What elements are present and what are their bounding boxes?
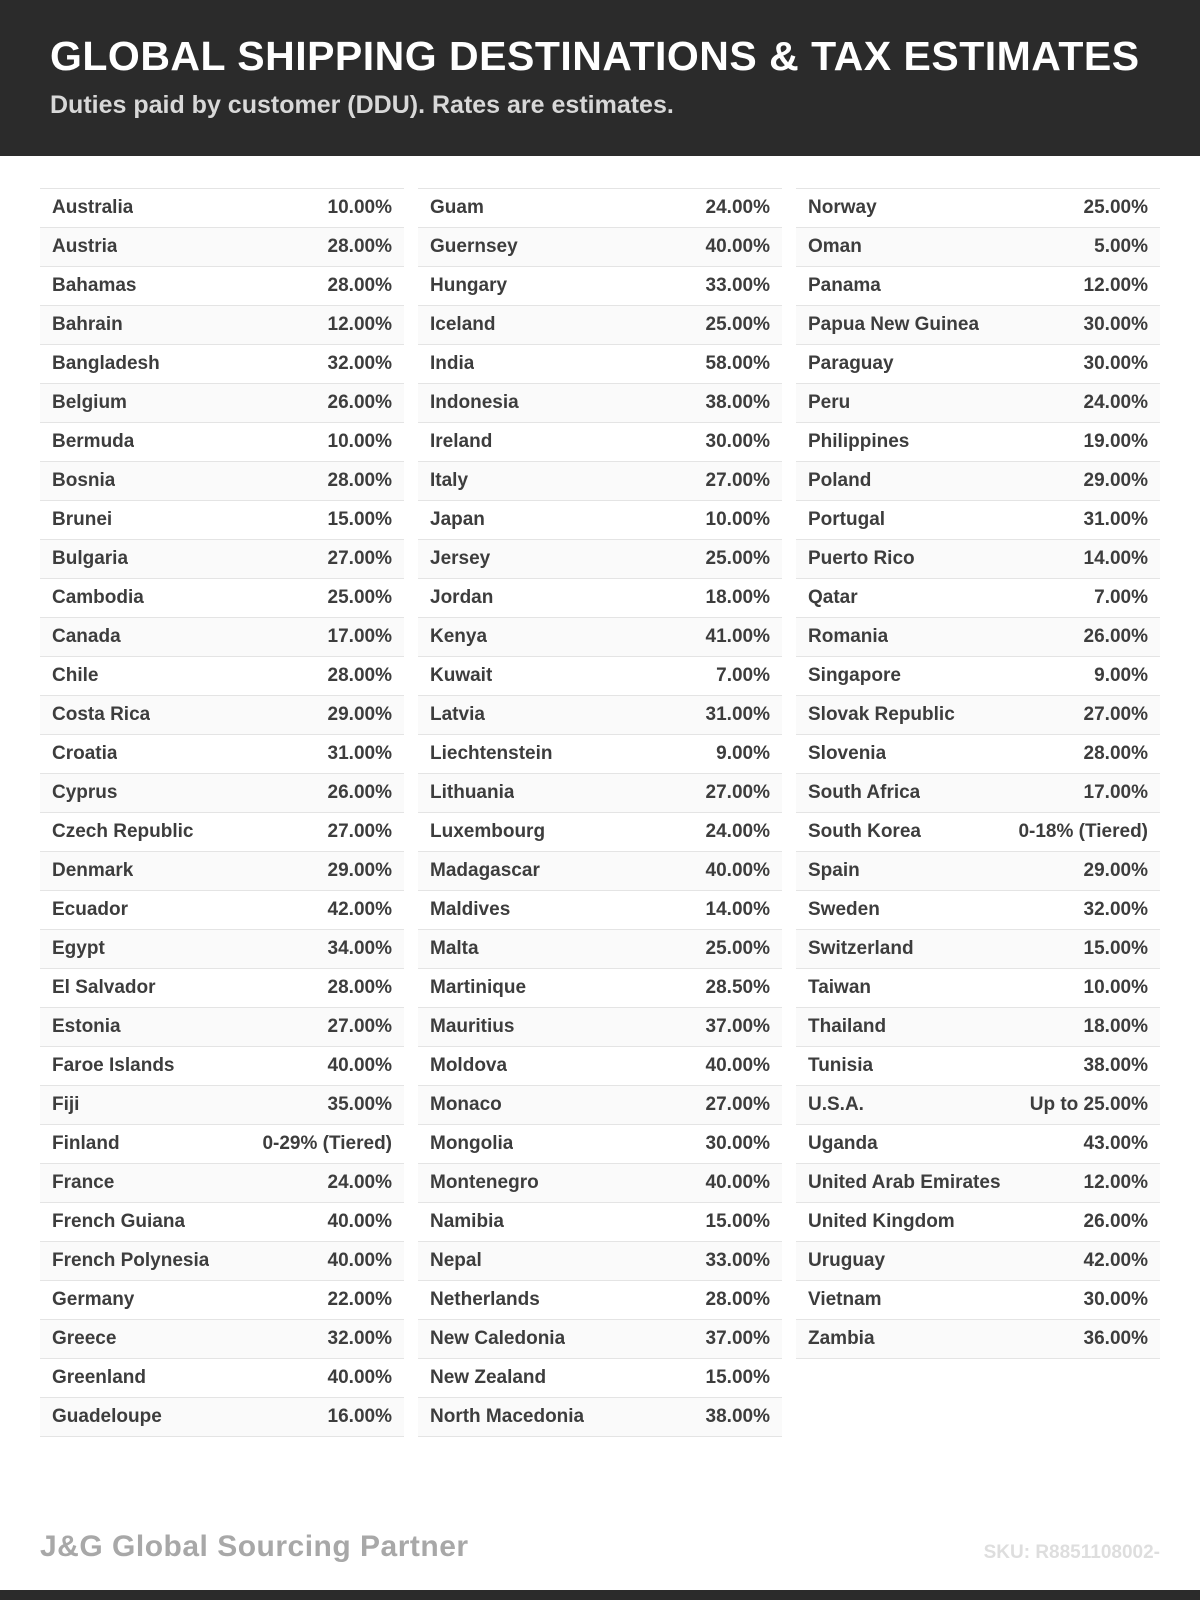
tax-rate: 38.00% <box>705 392 770 414</box>
table-row <box>418 1320 782 1359</box>
country-name: Chile <box>52 665 99 687</box>
table-row <box>418 852 782 891</box>
country-name: Bermuda <box>52 431 135 453</box>
country-name: Australia <box>52 197 134 219</box>
tax-rate: 58.00% <box>705 353 770 375</box>
table-row <box>40 696 404 735</box>
country-name: Singapore <box>808 665 901 687</box>
table-row <box>796 1086 1160 1125</box>
tax-rate: 31.00% <box>705 704 770 726</box>
table-row <box>40 579 404 618</box>
country-name: Portugal <box>808 509 886 531</box>
table-row <box>40 735 404 774</box>
country-name: Lithuania <box>430 782 515 804</box>
tax-rate: 7.00% <box>1094 587 1148 609</box>
tax-rate: 28.00% <box>327 665 392 687</box>
table-row <box>796 1008 1160 1047</box>
table-row <box>796 891 1160 930</box>
tax-rate: 26.00% <box>327 782 392 804</box>
table-row <box>418 228 782 267</box>
table-row <box>418 462 782 501</box>
tax-rate: 42.00% <box>327 899 392 921</box>
table-row <box>418 696 782 735</box>
table-row <box>796 813 1160 852</box>
tax-rate: 14.00% <box>1083 548 1148 570</box>
table-row <box>796 1320 1160 1359</box>
table-row <box>796 696 1160 735</box>
table-row <box>418 306 782 345</box>
country-name: Maldives <box>430 899 511 921</box>
country-name: Croatia <box>52 743 118 765</box>
table-row <box>796 267 1160 306</box>
table-row <box>418 1398 782 1437</box>
country-name: Uruguay <box>808 1250 886 1272</box>
table-row <box>796 969 1160 1008</box>
tax-rate: 29.00% <box>1083 470 1148 492</box>
table-row <box>796 306 1160 345</box>
country-name: Oman <box>808 236 862 258</box>
tax-rate: 33.00% <box>705 275 770 297</box>
country-name: Monaco <box>430 1094 502 1116</box>
country-name: Cambodia <box>52 587 144 609</box>
country-name: Hungary <box>430 275 508 297</box>
table-row <box>40 462 404 501</box>
country-name: Panama <box>808 275 881 297</box>
tax-rate: 27.00% <box>1083 704 1148 726</box>
country-name: Taiwan <box>808 977 871 999</box>
country-name: Netherlands <box>430 1289 540 1311</box>
table-row <box>40 1320 404 1359</box>
footer <box>40 1530 1160 1564</box>
country-name: Bahamas <box>52 275 137 297</box>
tax-rate: 9.00% <box>1094 665 1148 687</box>
table-row <box>40 774 404 813</box>
table-row <box>40 1281 404 1320</box>
country-name: United Kingdom <box>808 1211 955 1233</box>
tax-rate: 28.00% <box>705 1289 770 1311</box>
country-name: North Macedonia <box>430 1406 585 1428</box>
tax-rate: 10.00% <box>327 197 392 219</box>
table-row <box>40 813 404 852</box>
table-row <box>418 540 782 579</box>
table-row <box>418 384 782 423</box>
country-name: Vietnam <box>808 1289 882 1311</box>
tax-rate: 29.00% <box>327 860 392 882</box>
tax-rate: 19.00% <box>1083 431 1148 453</box>
page-subtitle: Duties paid by customer (DDU). Rates are estimates. <box>50 91 674 120</box>
tax-rate: 34.00% <box>327 938 392 960</box>
table-column-1 <box>40 188 404 1437</box>
country-name: Egypt <box>52 938 105 960</box>
table-row <box>40 345 404 384</box>
tax-rate: 33.00% <box>705 1250 770 1272</box>
country-name: Cyprus <box>52 782 118 804</box>
tax-rate: 28.00% <box>327 275 392 297</box>
country-name: South Korea <box>808 821 921 843</box>
country-name: Guernsey <box>430 236 518 258</box>
table-row <box>40 618 404 657</box>
table-row <box>796 189 1160 228</box>
tax-rate: 0-18% (Tiered) <box>1018 821 1148 843</box>
country-name: Greece <box>52 1328 117 1350</box>
country-name: Mongolia <box>430 1133 514 1155</box>
table-row <box>418 423 782 462</box>
country-name: South Africa <box>808 782 921 804</box>
country-name: Zambia <box>808 1328 875 1350</box>
table-row <box>796 1203 1160 1242</box>
table-row <box>40 228 404 267</box>
tax-rate: 18.00% <box>1083 1016 1148 1038</box>
table-row <box>796 1125 1160 1164</box>
country-name: Martinique <box>430 977 527 999</box>
country-name: Japan <box>430 509 485 531</box>
country-name: Malta <box>430 938 479 960</box>
table-row <box>796 462 1160 501</box>
tax-rate: 36.00% <box>1083 1328 1148 1350</box>
tax-rate: 12.00% <box>1083 1172 1148 1194</box>
country-name: Puerto Rico <box>808 548 915 570</box>
country-name: Germany <box>52 1289 135 1311</box>
tax-rate: 17.00% <box>1083 782 1148 804</box>
tax-rate: 27.00% <box>705 470 770 492</box>
country-name: Iceland <box>430 314 496 336</box>
country-name: Ireland <box>430 431 493 453</box>
country-name: Slovenia <box>808 743 887 765</box>
country-name: Bangladesh <box>52 353 160 375</box>
tax-rate: 32.00% <box>1083 899 1148 921</box>
country-name: Bulgaria <box>52 548 129 570</box>
table-row <box>418 1008 782 1047</box>
country-name: French Guiana <box>52 1211 186 1233</box>
country-name: Kenya <box>430 626 488 648</box>
country-name: Peru <box>808 392 851 414</box>
tax-rate: 31.00% <box>327 743 392 765</box>
table-row <box>418 930 782 969</box>
country-name: Czech Republic <box>52 821 194 843</box>
tax-rate: 29.00% <box>327 704 392 726</box>
tax-rate: 24.00% <box>705 821 770 843</box>
tax-rate: 30.00% <box>705 1133 770 1155</box>
country-name: Romania <box>808 626 889 648</box>
country-name: New Zealand <box>430 1367 547 1389</box>
tax-rate: 32.00% <box>327 353 392 375</box>
table-row <box>418 579 782 618</box>
tax-rate: 25.00% <box>327 587 392 609</box>
tax-rate: 12.00% <box>1083 275 1148 297</box>
table-row <box>796 852 1160 891</box>
country-name: Montenegro <box>430 1172 539 1194</box>
country-name: Namibia <box>430 1211 504 1233</box>
country-name: Liechtenstein <box>430 743 553 765</box>
country-name: Jersey <box>430 548 491 570</box>
tax-rate: 18.00% <box>705 587 770 609</box>
country-name: Belgium <box>52 392 127 414</box>
country-name: Finland <box>52 1133 120 1155</box>
tax-rate: 40.00% <box>705 1055 770 1077</box>
tax-rate: 24.00% <box>1083 392 1148 414</box>
country-name: Sweden <box>808 899 880 921</box>
tax-rate: 25.00% <box>705 548 770 570</box>
table-row <box>40 1359 404 1398</box>
table-row <box>40 1203 404 1242</box>
country-name: Latvia <box>430 704 485 726</box>
tax-rate: 26.00% <box>1083 626 1148 648</box>
table-row <box>796 930 1160 969</box>
tax-rate: 25.00% <box>705 314 770 336</box>
country-name: Austria <box>52 236 118 258</box>
country-name: Faroe Islands <box>52 1055 175 1077</box>
tax-rate: 37.00% <box>705 1016 770 1038</box>
table-row <box>418 189 782 228</box>
tax-rate: 15.00% <box>327 509 392 531</box>
country-name: Guadeloupe <box>52 1406 162 1428</box>
tax-rate: 38.00% <box>1083 1055 1148 1077</box>
tax-rate: 40.00% <box>705 860 770 882</box>
tax-rate: 30.00% <box>1083 353 1148 375</box>
table-row <box>40 930 404 969</box>
tax-rate: 10.00% <box>327 431 392 453</box>
table-row <box>796 1047 1160 1086</box>
country-name: India <box>430 353 475 375</box>
table-row <box>40 540 404 579</box>
country-name: Italy <box>430 470 469 492</box>
table-row <box>40 1398 404 1437</box>
country-name: United Arab Emirates <box>808 1172 1001 1194</box>
tax-rate: 40.00% <box>327 1250 392 1272</box>
tax-rate: 28.00% <box>327 470 392 492</box>
country-name: Bahrain <box>52 314 123 336</box>
table-row <box>40 852 404 891</box>
country-name: Moldova <box>430 1055 508 1077</box>
table-row <box>40 969 404 1008</box>
page-title: GLOBAL SHIPPING DESTINATIONS & TAX ESTIMATES <box>50 33 1140 79</box>
country-name: Thailand <box>808 1016 887 1038</box>
tax-rate: 27.00% <box>327 1016 392 1038</box>
tax-rate: 25.00% <box>1083 197 1148 219</box>
tax-rate: 22.00% <box>327 1289 392 1311</box>
tax-rate: 17.00% <box>327 626 392 648</box>
country-name: Estonia <box>52 1016 121 1038</box>
tax-rate: 38.00% <box>705 1406 770 1428</box>
table-row <box>418 345 782 384</box>
table-row <box>40 1086 404 1125</box>
country-name: Switzerland <box>808 938 914 960</box>
country-name: Tunisia <box>808 1055 874 1077</box>
tax-rate: 40.00% <box>705 1172 770 1194</box>
table-row <box>796 735 1160 774</box>
tax-rate: 29.00% <box>1083 860 1148 882</box>
country-name: El Salvador <box>52 977 156 999</box>
tax-rate: 9.00% <box>716 743 770 765</box>
tax-rate: 26.00% <box>327 392 392 414</box>
table-row <box>418 969 782 1008</box>
country-name: Denmark <box>52 860 134 882</box>
table-row <box>796 501 1160 540</box>
country-name: Slovak Republic <box>808 704 955 726</box>
country-name: Paraguay <box>808 353 894 375</box>
table-row <box>796 1164 1160 1203</box>
table-row <box>40 1164 404 1203</box>
table-row <box>418 1086 782 1125</box>
tax-rate: 43.00% <box>1083 1133 1148 1155</box>
table-row <box>418 1242 782 1281</box>
country-name: Ecuador <box>52 899 129 921</box>
table-row <box>796 1242 1160 1281</box>
table-row <box>796 657 1160 696</box>
country-name: Mauritius <box>430 1016 515 1038</box>
table-row <box>796 1281 1160 1320</box>
tax-rate: 27.00% <box>327 548 392 570</box>
country-name: Norway <box>808 197 877 219</box>
tax-rate: 40.00% <box>705 236 770 258</box>
table-row <box>796 345 1160 384</box>
table-row <box>40 189 404 228</box>
tax-rate: 42.00% <box>1083 1250 1148 1272</box>
country-name: New Caledonia <box>430 1328 566 1350</box>
table-row <box>796 618 1160 657</box>
table-row <box>40 657 404 696</box>
country-name: Costa Rica <box>52 704 151 726</box>
tax-rate: 15.00% <box>705 1367 770 1389</box>
tax-rate: 35.00% <box>327 1094 392 1116</box>
tax-rate: 28.00% <box>1083 743 1148 765</box>
country-name: Poland <box>808 470 872 492</box>
table-row <box>418 891 782 930</box>
tax-rate: 0-29% (Tiered) <box>262 1133 392 1155</box>
tax-rate: 40.00% <box>327 1367 392 1389</box>
country-name: Indonesia <box>430 392 519 414</box>
table-row <box>40 384 404 423</box>
table-row <box>40 423 404 462</box>
table-row <box>418 1047 782 1086</box>
tax-rate: 27.00% <box>327 821 392 843</box>
table-row <box>418 1359 782 1398</box>
tax-rate: 15.00% <box>705 1211 770 1233</box>
tax-rate: 15.00% <box>1083 938 1148 960</box>
tax-rate: 27.00% <box>705 782 770 804</box>
tax-rate: 27.00% <box>705 1094 770 1116</box>
brand-name: J&G Global Sourcing Partner <box>40 1530 469 1563</box>
country-name: Kuwait <box>430 665 493 687</box>
table-row <box>418 657 782 696</box>
tax-rate: 40.00% <box>327 1055 392 1077</box>
tax-rate: 25.00% <box>705 938 770 960</box>
table-row <box>40 1242 404 1281</box>
bottom-bar <box>0 1590 1200 1600</box>
tax-rate: 41.00% <box>705 626 770 648</box>
table-row <box>418 501 782 540</box>
table-row <box>40 267 404 306</box>
table-row <box>418 267 782 306</box>
tax-rate: 12.00% <box>327 314 392 336</box>
tax-rate: 7.00% <box>716 665 770 687</box>
table-column-3 <box>796 188 1160 1359</box>
table-row <box>796 384 1160 423</box>
table-row <box>796 423 1160 462</box>
tax-rate: 32.00% <box>327 1328 392 1350</box>
header <box>0 0 1200 156</box>
tax-rate: 26.00% <box>1083 1211 1148 1233</box>
country-name: Greenland <box>52 1367 146 1389</box>
table-row <box>418 618 782 657</box>
country-name: Philippines <box>808 431 910 453</box>
tax-rate: 30.00% <box>1083 1289 1148 1311</box>
tax-rate: 28.00% <box>327 977 392 999</box>
table-row <box>796 228 1160 267</box>
country-name: Papua New Guinea <box>808 314 980 336</box>
table-row <box>796 774 1160 813</box>
table-row <box>40 1047 404 1086</box>
country-name: Madagascar <box>430 860 540 882</box>
table-row <box>40 891 404 930</box>
country-name: France <box>52 1172 115 1194</box>
tax-rate: 10.00% <box>705 509 770 531</box>
table-row <box>40 1125 404 1164</box>
table-row <box>796 540 1160 579</box>
country-name: Spain <box>808 860 860 882</box>
country-name: Qatar <box>808 587 858 609</box>
table-row <box>418 774 782 813</box>
country-name: Fiji <box>52 1094 80 1116</box>
table-row <box>40 501 404 540</box>
tax-rate: 31.00% <box>1083 509 1148 531</box>
tax-rate: 24.00% <box>705 197 770 219</box>
country-name: Uganda <box>808 1133 878 1155</box>
sku-label: SKU: R8851108002- <box>983 1542 1160 1563</box>
tax-rate: 16.00% <box>327 1406 392 1428</box>
table-row <box>418 813 782 852</box>
tax-rate: 5.00% <box>1094 236 1148 258</box>
tax-rate: 10.00% <box>1083 977 1148 999</box>
table-column-2 <box>418 188 782 1437</box>
tax-rate: 28.00% <box>327 236 392 258</box>
tax-rate: 30.00% <box>705 431 770 453</box>
table-row <box>418 735 782 774</box>
tax-rate: 37.00% <box>705 1328 770 1350</box>
country-name: Bosnia <box>52 470 116 492</box>
table-row <box>418 1281 782 1320</box>
table-row <box>40 1008 404 1047</box>
table-row <box>418 1203 782 1242</box>
table-row <box>40 306 404 345</box>
table-row <box>418 1164 782 1203</box>
table-row <box>418 1125 782 1164</box>
tax-rate: Up to 25.00% <box>1029 1094 1148 1116</box>
tax-rate-table <box>40 188 1160 1437</box>
tax-rate: 24.00% <box>327 1172 392 1194</box>
tax-rate: 40.00% <box>327 1211 392 1233</box>
tax-rate: 28.50% <box>705 977 770 999</box>
tax-rate: 14.00% <box>705 899 770 921</box>
country-name: Nepal <box>430 1250 482 1272</box>
country-name: U.S.A. <box>808 1094 864 1116</box>
country-name: Luxembourg <box>430 821 546 843</box>
country-name: Brunei <box>52 509 113 531</box>
country-name: Guam <box>430 197 484 219</box>
tax-rate: 30.00% <box>1083 314 1148 336</box>
country-name: Jordan <box>430 587 494 609</box>
table-row <box>796 579 1160 618</box>
country-name: French Polynesia <box>52 1250 210 1272</box>
country-name: Canada <box>52 626 121 648</box>
